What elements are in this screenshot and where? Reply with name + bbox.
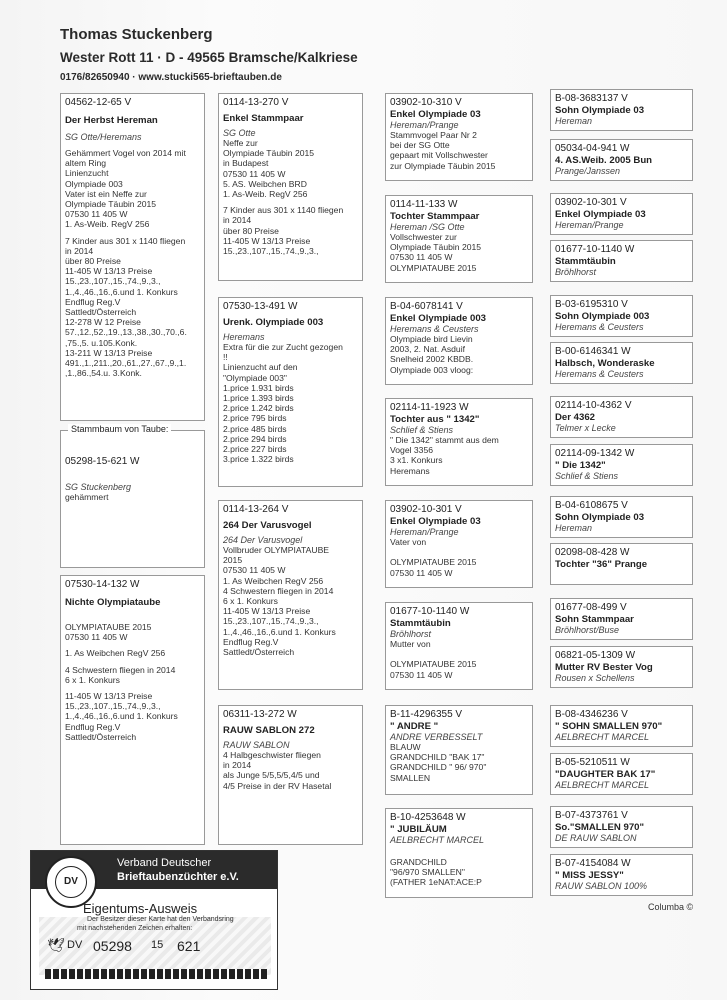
gen2-box-4 <box>218 705 363 845</box>
gen2-name: Enkel Stammpaar <box>223 113 304 124</box>
gen3-name: Enkel Olympiade 003 <box>390 313 486 324</box>
dam-ring: 07530-14-132 W <box>65 579 140 590</box>
gen4-breeder: Hereman <box>555 523 593 533</box>
gen4-ring: B-05-5210511 W <box>555 757 630 768</box>
gen3-notes: GRANDCHILD "96/970 SMALLEN" (FATHER 1eNAT:ACE:P <box>390 857 482 888</box>
gen3-notes: BLAUW GRANDCHILD "BAK 17" GRANDCHILD " 96/ 970" SMALLEN <box>390 742 487 783</box>
gen4-name: " MISS JESSY" <box>555 870 624 881</box>
gen3-name: Tochter Stammpaar <box>390 211 480 222</box>
gen4-box-14 <box>550 753 693 795</box>
card-title: Eigentums-Ausweis <box>83 901 198 916</box>
gen4-breeder: Bröhlhorst <box>555 267 597 277</box>
gen3-ring: 0114-11-133 W <box>390 199 458 210</box>
gen4-name: Sohn Stammpaar <box>555 614 634 625</box>
ring-number: 05298 <box>93 938 132 954</box>
gen3-breeder: Bröhlhorst <box>390 629 432 639</box>
gen2-breeder: SG Otte <box>223 128 256 138</box>
sire-breeder: SG Otte/Heremans <box>65 132 142 142</box>
gen3-name: Stammtäubin <box>390 618 451 629</box>
gen3-name: Enkel Olympiade 03 <box>390 516 481 527</box>
gen4-name: So."SMALLEN 970" <box>555 822 645 833</box>
gen3-ring: B-10-4253648 W <box>390 812 466 823</box>
gen4-breeder: Bröhlhorst/Buse <box>555 625 620 635</box>
gen3-notes: Vater von OLYMPIATAUBE 2015 07530 11 405 W <box>390 537 477 578</box>
gen4-breeder: DE RAUW SABLON <box>555 833 637 843</box>
gen4-box-3 <box>550 193 693 235</box>
gen4-box-9 <box>550 496 693 538</box>
gen2-notes: Neffe zur Olympiade Täubin 2015 in Budapest 07530 11 405 W 5. AS. Weibchen BRD 1. As-Weib. RegV 256 <box>223 138 315 200</box>
gen4-box-12 <box>550 646 693 688</box>
dam-notes: OLYMPIATAUBE 2015 07530 11 405 W <box>65 622 152 643</box>
gen3-ring: 02114-11-1923 W <box>390 402 469 413</box>
gen3-box-8 <box>385 808 533 898</box>
ring-prefix: DV <box>67 939 83 951</box>
gen4-breeder: RAUW SABLON 100% <box>555 881 648 891</box>
ring-id: 621 <box>177 938 201 954</box>
gen4-name: "DAUGHTER BAK 17" <box>555 769 656 780</box>
gen3-ring: 03902-10-310 V <box>390 97 462 108</box>
gen4-box-2 <box>550 139 693 181</box>
card-org-line-1: Verband Deutscher <box>117 857 212 869</box>
gen3-box-6 <box>385 602 533 690</box>
dam-notes-4: 11-405 W 13/13 Preise 15.,23.,107.,15.,74.,9.,3., 1.,4.,46.,16.,6.und 1. Konkurs Endflug Reg.V Sattledt/Österreich <box>65 691 178 742</box>
gen4-box-7 <box>550 396 693 438</box>
gen3-box-5 <box>385 500 533 588</box>
gen4-ring: 02114-09-1342 W <box>555 448 635 459</box>
gen2-ring: 0114-13-270 V <box>223 97 289 108</box>
pigeon-icon: 🕊 <box>47 937 65 953</box>
logo-monogram: DV <box>55 866 87 898</box>
dam-box <box>60 575 205 845</box>
sire-notes: Gehämmert Vogel von 2014 mit altem Ring Linienzucht Olympiade 003 Vater ist ein Neffe zur Olympiade Täubin 2015 07530 11 405 W 1. As-Weib. RegV 256 <box>65 148 186 230</box>
gen4-ring: B-07-4373761 V <box>555 810 628 821</box>
gen4-ring: 02098-08-428 W <box>555 547 630 558</box>
gen3-breeder: AELBRECHT MARCEL <box>390 835 485 845</box>
dam-notes-2: 1. As Weibchen RegV 256 <box>65 648 166 659</box>
gen4-box-10 <box>550 543 693 585</box>
gen4-breeder: AELBRECHT MARCEL <box>555 780 650 790</box>
gen4-breeder: Schlief & Stiens <box>555 471 619 481</box>
gen3-notes: Vollschwester zur Olympiade Täubin 2015 07530 11 405 W OLYMPIATAUBE 2015 <box>390 232 482 273</box>
gen3-name: " JUBILÄUM <box>390 824 447 835</box>
gen2-name: 264 Der Varusvogel <box>223 520 312 531</box>
gen2-breeder: Heremans <box>223 332 265 342</box>
pedigree-label: Stammbaum von Taube: <box>68 424 171 434</box>
gen2-notes-2: 7 Kinder aus 301 x 1140 fliegen in 2014 über 80 Preise 11-405 W 13/13 Preise 15.,23.,107.,15.,74.,9.,3., <box>223 205 344 257</box>
gen4-breeder: Heremans & Ceusters <box>555 369 644 379</box>
dam-notes-3: 4 Schwestern fliegen in 2014 6 x 1. Konkurs <box>65 664 176 685</box>
gen4-box-15 <box>550 806 693 848</box>
gen4-name: 4. AS.Weib. 2005 Bun <box>555 155 653 166</box>
gen4-ring: B-08-3683137 V <box>555 93 628 104</box>
gen4-ring: B-08-4346236 V <box>555 709 628 720</box>
gen3-name: Tochter aus " 1342" <box>390 414 480 425</box>
gen4-box-1 <box>550 89 693 131</box>
ownership-card <box>30 850 278 990</box>
gen2-box-2 <box>218 297 363 487</box>
brand-footer: Columba © <box>648 902 694 912</box>
gen3-notes: Mutter von OLYMPIATAUBE 2015 07530 11 405 W <box>390 639 477 680</box>
gen4-breeder: Hereman/Prange <box>555 220 624 230</box>
gen4-name: Mutter RV Bester Vog <box>555 662 653 673</box>
gen2-breeder: RAUW SABLON <box>223 740 290 750</box>
gen4-name: Stammtäubin <box>555 256 616 267</box>
gen2-notes: 4 Halbgeschwister fliegen in 2014 als Junge 5/5,5/5,4/5 und 4/5 Preise in der RV Hasetal <box>223 750 332 791</box>
gen3-ring: 03902-10-301 V <box>390 504 462 515</box>
gen2-box-1 <box>218 93 363 281</box>
dam-name: Nichte Olympiataube <box>65 597 161 608</box>
card-description-2: mit nachstehenden Zeichen erhalten: <box>77 925 193 932</box>
gen2-notes: Vollbruder OLYMPIATAUBE 2015 07530 11 405 W 1. As Weibchen RegV 256 4 Schwestern fliegen in 2014 6 x 1. Konkurs 11-405 W 13/13 Preise 15.,23.,107.,15.,74.,9.,3., 1.,4.,46.,16.,6.und 1. Konkurs Endflug Reg.V Sattledt/Österreich <box>223 545 336 658</box>
gen3-box-1 <box>385 93 533 181</box>
gen2-name: RAUW SABLON 272 <box>223 725 315 736</box>
gen3-breeder: Hereman /SG Otte <box>390 222 465 232</box>
gen3-name: Enkel Olympiade 03 <box>390 109 481 120</box>
gen4-breeder: Telmer x Lecke <box>555 423 616 433</box>
owner-contact: 0176/82650940 · www.stucki565-brieftauben.de <box>60 72 282 83</box>
gen4-box-16 <box>550 854 693 896</box>
gen4-ring: 01677-08-499 V <box>555 602 627 613</box>
owner-name: Thomas Stuckenberg <box>60 26 213 43</box>
gen3-breeder: Schlief & Stiens <box>390 425 454 435</box>
gen4-breeder: Heremans & Ceusters <box>555 322 644 332</box>
card-org-line-2: Brieftaubenzüchter e.V. <box>117 871 239 883</box>
sire-ring: 04562-12-65 V <box>65 97 132 108</box>
gen4-ring: B-04-6108675 V <box>555 500 628 511</box>
gen2-notes: Extra für die zur Zucht gezogen !! Linienzucht auf den "Olympiade 003" 1.price 1.931 birds 1.price 1.393 birds 2.price 1.242 birds 2.price 795 birds 2.price 485 birds 2.price 294 birds 2.price 227 birds 3.price 1.322 birds <box>223 342 343 465</box>
gen3-notes: Olympiade bird Lievin 2003, 2. Nat. Asduif Snelheid 2002 KBDB. Olympiade 003 vloog: <box>390 334 474 375</box>
card-description-1: Der Besitzer dieser Karte hat den Verbandsring <box>87 916 234 923</box>
gen4-ring: 05034-04-941 W <box>555 143 630 154</box>
gen4-ring: 06821-05-1309 W <box>555 650 636 661</box>
gen3-breeder: ANDRE VERBESSELT <box>390 732 483 742</box>
gen4-ring: 02114-10-4362 V <box>555 400 632 411</box>
gen4-name: Der 4362 <box>555 412 596 423</box>
gen4-name: Halbsch, Wonderaske <box>555 358 655 369</box>
gen4-name: Sohn Olympiade 03 <box>555 512 645 523</box>
gen4-name: " Die 1342" <box>555 460 606 471</box>
gen3-breeder: Hereman/Prange <box>390 120 459 130</box>
gen4-name: Tochter "36" Prange <box>555 559 648 570</box>
gen3-notes: " Die 1342" stammt aus dem Vogel 3356 3 x1. Konkurs Heremans <box>390 435 499 476</box>
gen4-box-8 <box>550 444 693 486</box>
gen3-name: " ANDRE " <box>390 721 439 732</box>
subject-note: gehämmert <box>65 492 109 502</box>
gen4-breeder: Prange/Janssen <box>555 166 621 176</box>
subject-breeder: SG Stuckenberg <box>65 482 132 492</box>
gen4-name: " SOHN SMALLEN 970" <box>555 721 663 732</box>
gen3-box-7 <box>385 705 533 795</box>
subject-ring: 05298-15-621 W <box>65 456 140 467</box>
gen4-ring: B-03-6195310 V <box>555 299 628 310</box>
gen4-ring: B-00-6146341 W <box>555 346 631 357</box>
gen4-ring: B-07-4154084 W <box>555 858 631 869</box>
sire-box <box>60 93 205 421</box>
gen3-ring: B-11-4296355 V <box>390 709 463 720</box>
gen4-breeder: AELBRECHT MARCEL <box>555 732 650 742</box>
gen4-box-11 <box>550 598 693 640</box>
gen4-box-4 <box>550 240 693 282</box>
gen2-ring: 06311-13-272 W <box>223 709 297 720</box>
gen3-box-2 <box>385 195 533 283</box>
sire-name: Der Herbst Hereman <box>65 115 158 126</box>
gen2-breeder: 264 Der Varusvogel <box>223 535 303 545</box>
gen4-name: Sohn Olympiade 03 <box>555 105 645 116</box>
gen4-ring: 01677-10-1140 W <box>555 244 635 255</box>
gen3-ring: B-04-6078141 V <box>390 301 463 312</box>
gen3-breeder: Hereman/Prange <box>390 527 459 537</box>
gen2-box-3 <box>218 500 363 690</box>
gen4-box-5 <box>550 295 693 337</box>
ring-year: 15 <box>151 939 164 951</box>
gen3-ring: 01677-10-1140 W <box>390 606 470 617</box>
gen4-box-6 <box>550 342 693 384</box>
gen3-notes: Stammvogel Paar Nr 2 bei der SG Otte gepaart mit Vollschwester zur Olympiade Täubin 2015 <box>390 130 496 171</box>
gen4-ring: 03902-10-301 V <box>555 197 627 208</box>
gen2-ring: 07530-13-491 W <box>223 301 298 312</box>
gen4-box-13 <box>550 705 693 747</box>
gen4-name: Sohn Olympiade 003 <box>555 311 650 322</box>
gen2-ring: 0114-13-264 V <box>223 504 289 515</box>
gen3-box-4 <box>385 398 533 486</box>
gen3-breeder: Heremans & Ceusters <box>390 324 479 334</box>
gen4-breeder: Rousen x Schellens <box>555 673 635 683</box>
gen3-box-3 <box>385 297 533 385</box>
subject-box <box>60 430 205 568</box>
gen2-name: Urenk. Olympiade 003 <box>223 317 324 328</box>
sire-results: 7 Kinder aus 301 x 1140 fliegen in 2014 über 80 Preise 11-405 W 13/13 Preise 15.,23.,107.,15.,74.,9.,3., 1.,4.,46.,16.,6.und 1. Konkurs Endflug Reg.V Sattledt/Österreich 12-278 W 12 Preise 57.,12.,52.,19.,13.,38.,30.,70.,6. ,75.,5. u.105.Konk. 13-211 W 13/13 Preise 491.,1.,211.,20.,61.,27.,67.,9.,1. ,1.,86.,54.u. 3.Konk. <box>65 235 187 379</box>
gen4-breeder: Hereman <box>555 116 593 126</box>
owner-address: Wester Rott 11 · D - 49565 Bramsche/Kalkriese <box>60 50 358 65</box>
card-ornament <box>45 969 267 979</box>
gen4-name: Enkel Olympiade 03 <box>555 209 646 220</box>
